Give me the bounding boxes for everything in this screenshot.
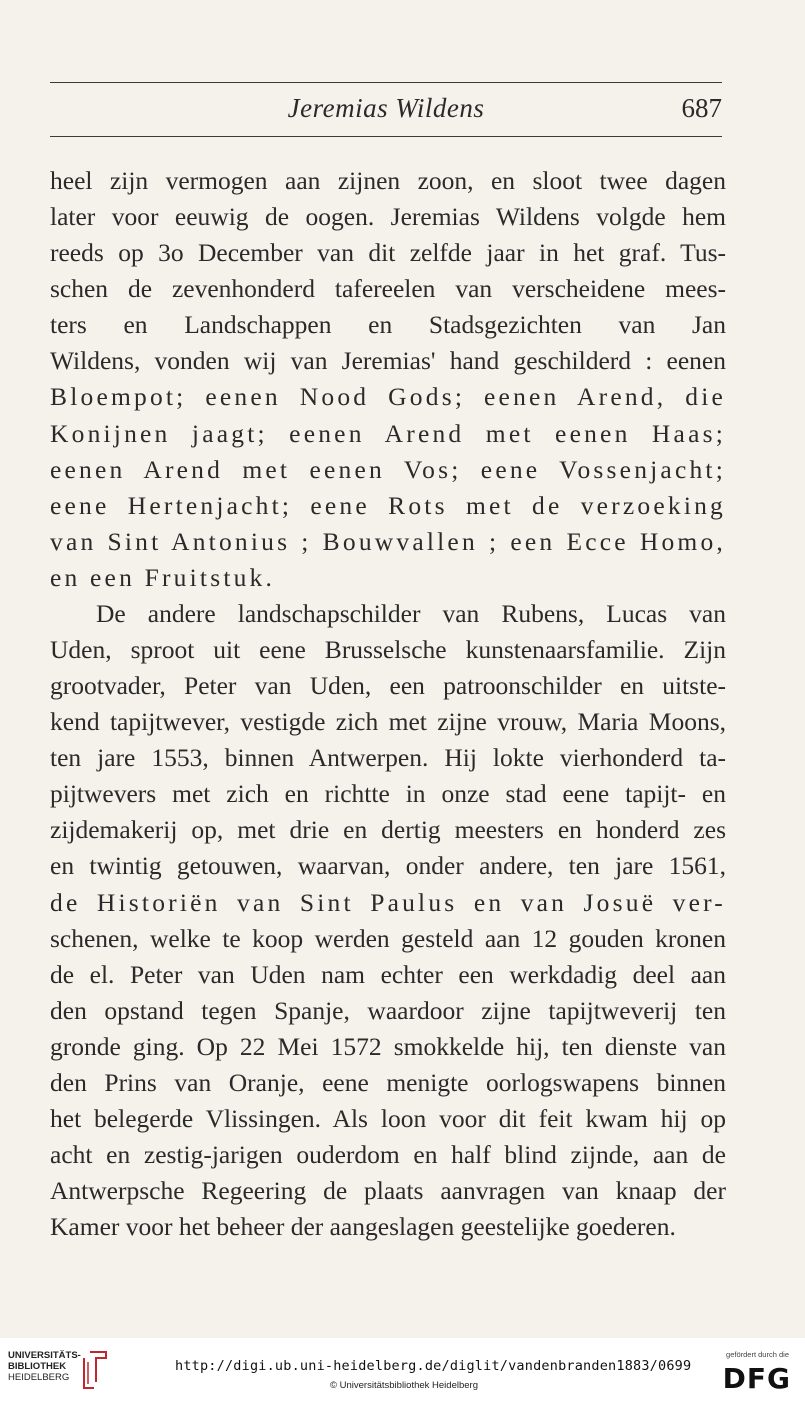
running-head (50, 88, 722, 128)
library-name-line: HEIDELBERG (8, 1372, 70, 1383)
text-line: Wildens, vonden wij van Jeremias' hand geschilderd : eenen (50, 346, 726, 376)
text-line: Konijnen jaagt; eenen Arend met eenen Haas; (50, 418, 726, 448)
text-line: den Prins van Oranje, eene menigte oorlogswapens binnen (50, 1067, 726, 1097)
text-line: ters en Landschappen en Stadsgezichten van Jan (50, 310, 726, 340)
text-line: zijdemakerij op, met drie en dertig meesters en honderd zes (50, 815, 726, 845)
library-name-line: UNIVERSITÄTS- (8, 1350, 81, 1361)
page-number: 687 (681, 93, 722, 123)
header-rule-top (50, 82, 722, 83)
text-line: Antwerpsche Regeering de plaats aanvragen van knaap der (50, 1176, 726, 1206)
text-line: schenen, welke te koop werden gesteld aan 12 gouden kronen (50, 923, 726, 953)
text-line: later voor eeuwig de oogen. Jeremias Wildens volgde hem (50, 202, 726, 232)
body-text (50, 163, 726, 1245)
text-line: de el. Peter van Uden nam echter een werkdadig deel aan (50, 959, 726, 989)
header-rule-bottom (50, 136, 722, 137)
text-line: het belegerde Vlissingen. Als loon voor dit feit kwam hij op (50, 1104, 726, 1134)
library-logo-text (8, 1350, 81, 1383)
text-line: heel zijn vermogen aan zijnen zoon, en sloot twee dagen (50, 166, 726, 195)
text-line: Uden, sproot uit eene Brusselsche kunstenaarsfamilie. Zijn (50, 635, 726, 665)
text-line: schen de zevenhonderd tafereelen van verscheidene mees- (50, 274, 726, 304)
text-line: de Historiën van Sint Paulus en van Josuë ver- (50, 887, 726, 917)
text-line: reeds op 3o December van dit zelfde jaar in het graf. Tus- (50, 238, 726, 268)
text-line: eenen Arend met eenen Vos; eene Vossenjacht; (50, 454, 726, 484)
text-line: en een Fruitstuk. (50, 562, 276, 592)
text-line: Kamer voor het beheer der aangeslagen geestelijke goederen. (50, 1212, 676, 1242)
running-title: Jeremias Wildens (287, 93, 485, 123)
text-line: grootvader, Peter van Uden, een patroonschilder en uitste- (50, 671, 726, 701)
text-line: van Sint Antonius ; Bouwvallen ; een Ecce Homo, (50, 526, 726, 556)
text-line: De andere landschapschilder van Rubens, Lucas van (96, 598, 726, 628)
text-line: Bloempot; eenen Nood Gods; eenen Arend, die (50, 382, 726, 412)
text-line: kend tapijtwever, vestigde zich met zijne vrouw, Maria Moons, (50, 707, 726, 737)
permalink-link[interactable]: http://digi.ub.uni-heidelberg.de/diglit/vandenbranden1883/0699 (175, 1358, 692, 1374)
copyright-notice: © Universitätsbibliothek Heidelberg (330, 1380, 478, 1391)
library-logo-icon (80, 1348, 110, 1392)
text-line: pijtwevers met zich en richtte in onze stad eene tapijt- en (50, 779, 726, 809)
library-name-line: BIBLIOTHEK (8, 1361, 67, 1372)
text-line: ten jare 1553, binnen Antwerpen. Hij lokte vierhonderd ta- (50, 743, 726, 773)
viewer-footer (0, 1338, 805, 1404)
text-line: acht en zestig-jarigen ouderdom en half blind zijnde, aan de (50, 1140, 726, 1170)
text-line: en twintig getouwen, waarvan, onder andere, ten jare 1561, (50, 851, 726, 881)
text-line: den opstand tegen Spanje, waardoor zijne tapijtweverij ten (50, 995, 726, 1025)
dfg-logo: DFG (722, 1362, 791, 1395)
text-line: eene Hertenjacht; eene Rots met de verzoeking (50, 490, 726, 520)
text-line: gronde ging. Op 22 Mei 1572 smokkelde hij, ten dienste van (50, 1031, 726, 1061)
funding-label: gefördert durch die (726, 1350, 789, 1359)
